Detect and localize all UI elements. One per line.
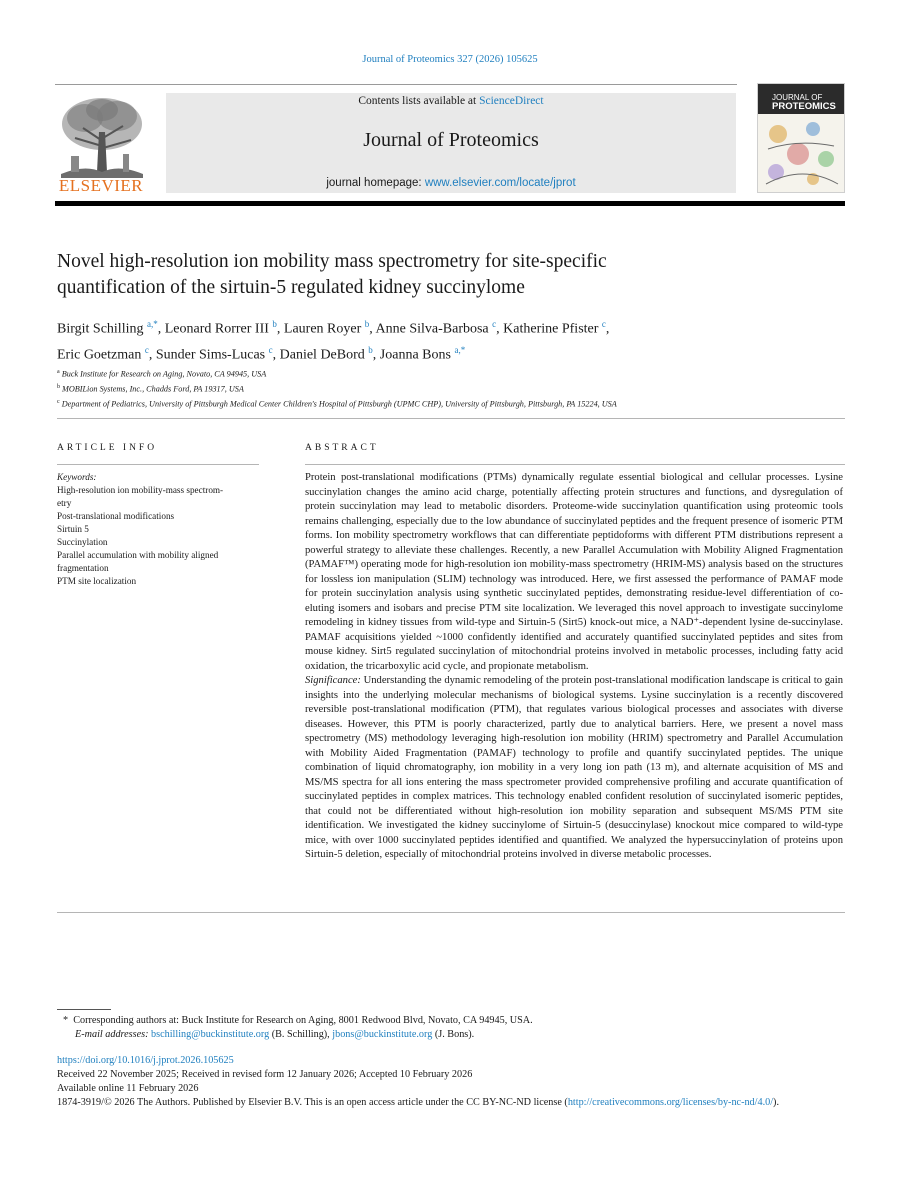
article-title xyxy=(57,249,847,301)
author-separator: , xyxy=(276,321,284,337)
article-title-line-1: Novel high-resolution ion mobility mass spectrometry for site-specific xyxy=(57,251,607,272)
significance-label: Significance: xyxy=(305,675,361,686)
affiliation-key: c xyxy=(57,399,60,406)
header-top-divider xyxy=(55,84,737,85)
author-name[interactable]: Joanna Bons xyxy=(379,347,451,363)
author-affiliation-marker[interactable]: a,* xyxy=(146,319,158,329)
author-name[interactable]: Eric Goetzman xyxy=(57,347,142,363)
email-link-bons[interactable]: jbons@buckinstitute.org xyxy=(332,1029,433,1040)
keyword-item[interactable]: Parallel accumulation with mobility aligned xyxy=(57,550,219,560)
author-affiliation-marker[interactable]: b xyxy=(368,344,373,355)
article-info-divider xyxy=(57,464,259,465)
author-affiliation-marker[interactable]: c xyxy=(492,319,497,329)
cover-title-line-1: JOURNAL OF xyxy=(772,93,823,102)
journal-masthead xyxy=(166,93,736,193)
author-affiliation-marker[interactable]: b xyxy=(364,319,370,329)
keywords-block xyxy=(57,471,257,588)
license-text: 1874-3919/© 2026 The Authors. Published by Elsevier B.V. This is an open access article under the CC BY-NC-ND license ( xyxy=(57,1097,568,1108)
journal-header xyxy=(55,82,845,207)
header-thick-rule xyxy=(55,201,845,206)
homepage-prefix: journal homepage: xyxy=(326,177,425,189)
abstract-paragraph: Protein post-translational modifications (PTMs) dynamically regulate essential biological and cellular processes. Lysine succinylation changes the amino acid charge, potentially affecting protein structures and functions, and dysregulation of protein succinylation may lead to metabolic disorders. Proteome-wide succinylation quantification using proteomic tools remains challenging, especially due to the low abundance of succinylated peptides and the frequent presence of isomeric PTM forms. Ion mobility spectrometry workflows that can differentiate peptidoforms with different PTM distributions represent a powerful strategy to alleviate these challenges. Recently, a new Parallel Accumulation with Mobility Aligned Fragmentation (PAMAF™) operating mode for high-resolution ion mobility-mass spectrometry (HRIM-MS) analysis based on the structures for lossless ion manipulation (SLIM) technology was introduced. Here, we first assessed the performance of PAMAF mode for protein succinylation analysis using synthetic succinylated peptides, demonstrating residue-level differentiation of co-eluting isomers and isobars and precise PTM site localization. We leveraged this novel approach to investigate succinylome remodeling in kidney tissues from wild-type and Sirtuin-5 (Sirt5) knock-out mice, a NAD⁺-dependent lysine de-succinylase. PAMAF acquisitions yielded ~1000 confidently identified and accurately quantified succinylated peptides and sites from mouse kidney. Sirt5 regulated succinylation of mitochondrial proteins involved in metabolic processes, including fatty acid oxidation, the tricarboxylic acid cycle, and propionate metabolism. xyxy=(305,472,843,672)
author-name[interactable]: Lauren Royer xyxy=(283,321,362,337)
author-name[interactable]: Birgit Schilling xyxy=(57,321,144,337)
author-list xyxy=(57,314,847,365)
keyword-item[interactable]: fragmentation xyxy=(57,563,109,573)
journal-homepage-link[interactable]: www.elsevier.com/locate/jprot xyxy=(424,177,576,189)
section-divider xyxy=(57,418,845,419)
author-affiliation-marker[interactable]: c xyxy=(601,319,606,329)
keyword-item[interactable]: Succinylation xyxy=(57,537,108,547)
author-affiliation-marker[interactable]: c xyxy=(144,344,149,355)
journal-citation[interactable]: Journal of Proteomics 327 (2026) 105625 xyxy=(362,54,538,65)
footnote-marker: * xyxy=(63,1015,69,1026)
footnote-divider xyxy=(57,1009,111,1010)
journal-title: Journal of Proteomics xyxy=(363,129,539,151)
author-name[interactable]: Daniel DeBord xyxy=(279,347,365,363)
author-name[interactable]: Anne Silva-Barbosa xyxy=(375,321,489,337)
author-separator: , xyxy=(272,347,280,363)
publisher-name: ELSEVIER xyxy=(58,176,144,195)
author-name[interactable]: Sunder Sims-Lucas xyxy=(155,347,266,363)
license-line xyxy=(57,1096,845,1110)
affiliation-item xyxy=(57,381,847,396)
affiliation-text: Buck Institute for Research on Aging, Novato, CA 94945, USA xyxy=(61,369,267,379)
affiliation-item xyxy=(57,396,847,411)
email-label: E-mail addresses: xyxy=(75,1029,149,1040)
keyword-item[interactable]: etry xyxy=(57,498,72,508)
cover-title-line-2: PROTEOMICS xyxy=(772,101,836,112)
email-owner: (J. Bons). xyxy=(432,1029,475,1040)
email-link-schilling[interactable]: bschilling@buckinstitute.org xyxy=(151,1029,270,1040)
author-separator: , xyxy=(369,321,376,337)
email-line xyxy=(63,1028,843,1042)
journal-cover-thumbnail[interactable] xyxy=(757,83,845,193)
corresponding-line xyxy=(63,1014,843,1028)
author-affiliation-marker[interactable]: a,* xyxy=(454,344,466,355)
abstract-bottom-divider xyxy=(57,912,845,913)
abstract-body xyxy=(305,471,843,863)
license-link[interactable]: http://creativecommons.org/licenses/by-nc-nd/4.0/ xyxy=(567,1097,774,1108)
keyword-item[interactable]: PTM site localization xyxy=(57,576,137,586)
significance-paragraph xyxy=(305,674,843,863)
article-info-heading: ARTICLE INFO xyxy=(57,443,158,453)
abstract-divider xyxy=(305,464,845,465)
available-online: Available online 11 February 2026 xyxy=(57,1083,199,1094)
contents-line xyxy=(166,95,736,107)
affiliation-list xyxy=(57,366,847,412)
keywords-label: Keywords: xyxy=(57,472,97,482)
significance-text: Understanding the dynamic remodeling of the protein post-translational modification landscape is critical to gain insights into the underlying molecular mechanisms of biological systems. Lysine succinylation is a recently discovered reversible post-translational modification (PTM), that regulates various biological processes and associates with diverse diseases. However, this PTM is poorly characterized, partly due to analytical barriers. Here, we present a novel mass spectrometry (MS) methodology leveraging high-resolution ion mobility (HRIM) spectrometry and Parallel Accumulation with Mobility Aided Fragmentation (PAMAF) technology to profile and quantify succinylated peptides. The unique combination of liquid chromatography, ion mobility in a very long ion path (13 m), and alternate acquisition of MS and MS/MS spectra for all ions entering the mass spectrometer provided comprehensive profiling and accurate quantification of succinylated peptides in complex matrices. This technology enabled confident resolution of succinylated isomeric peptides, that could not be differentiated without high-resolution ion mobility separation and subsequent MS/MS PTM site identification. We investigated the kidney succinylome of Sirtuin-5 (desuccinylase) knockout mice compared to wild-type mice, with over 1000 succinylated peptides identified and quantified. We analyzed the hypersuccinylation of proteins upon Sirtuin-5 deletion, especially of mitochondrial proteins involved in diverse metabolic processes. xyxy=(305,675,843,860)
author-name[interactable]: Katherine Pfister xyxy=(503,321,599,337)
article-title-line-2: quantification of the sirtuin-5 regulated kidney succinylome xyxy=(57,277,525,298)
affiliation-text: Department of Pediatrics, University of Pittsburgh Medical Center Children's Hospital of Pittsburgh (UPMC CHP), University of Pittsburgh, Pittsburgh, PA 15224, USA xyxy=(61,400,617,410)
author-separator: , xyxy=(496,321,504,337)
author-separator: , xyxy=(148,347,156,363)
license-suffix: ). xyxy=(773,1097,779,1108)
contents-prefix: Contents lists available at xyxy=(358,95,480,107)
received-dates: Received 22 November 2025; Received in revised form 12 January 2026; Accepted 10 February 2026 xyxy=(57,1069,473,1080)
author-affiliation-marker[interactable]: b xyxy=(272,319,277,329)
publication-info xyxy=(57,1054,845,1110)
homepage-line xyxy=(166,177,736,189)
doi-link[interactable]: https://doi.org/10.1016/j.jprot.2026.105625 xyxy=(57,1055,234,1066)
author-name[interactable]: Leonard Rorrer III xyxy=(164,321,269,337)
author-separator: , xyxy=(372,347,380,363)
keyword-item[interactable]: Sirtuin 5 xyxy=(57,524,89,534)
keyword-item[interactable]: High-resolution ion mobility-mass spectrom- xyxy=(57,485,224,495)
corresponding-text: Corresponding authors at: Buck Institute for Research on Aging, 8001 Redwood Blvd, Novato, CA 94945, USA. xyxy=(73,1015,533,1026)
affiliation-key: b xyxy=(57,384,60,391)
cover-art-icon xyxy=(758,114,844,192)
keyword-item[interactable]: Post-translational modifications xyxy=(57,511,175,521)
author-separator: , xyxy=(157,321,165,337)
sciencedirect-link[interactable]: ScienceDirect xyxy=(479,95,544,107)
author-affiliation-marker[interactable]: c xyxy=(268,344,273,355)
abstract-heading: ABSTRACT xyxy=(305,443,379,453)
email-owner: (B. Schilling), xyxy=(269,1029,333,1040)
corresponding-author-footnote xyxy=(63,1014,843,1042)
author-separator: , xyxy=(605,321,610,337)
affiliation-text: MOBILion Systems, Inc., Chadds Ford, PA 19317, USA xyxy=(62,384,244,394)
affiliation-key: a xyxy=(57,369,60,375)
affiliation-item xyxy=(57,366,847,381)
